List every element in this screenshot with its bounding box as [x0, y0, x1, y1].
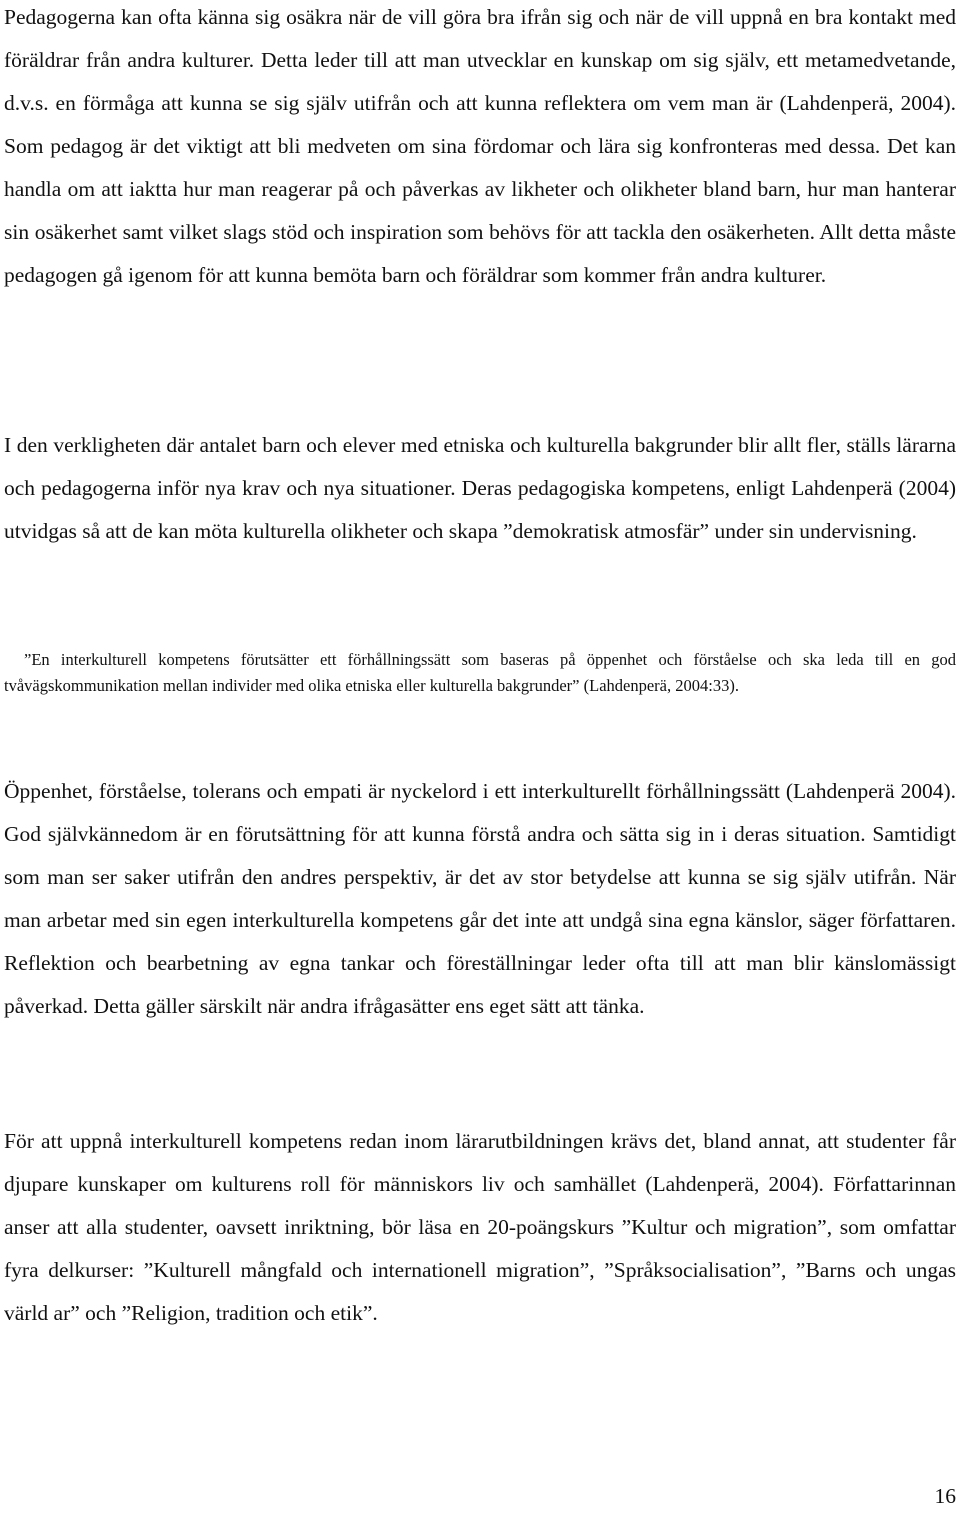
body-paragraph: I den verkligheten där antalet barn och elever med etniska och kulturella bakgrunder blir allt fler, ställs lärarna och pedagogerna inför nya krav och nya situationer. Deras pedagogiska kompetens, enligt Lahdenperä (2004) utvidgas så att de kan möta kulturella olikheter och skapa ”demokratisk atmosfär” under sin undervisning. — [4, 433, 956, 543]
body-paragraph: Öppenhet, förståelse, tolerans och empati är nyckelord i ett interkulturellt förhållningssätt (Lahdenperä 2004). God självkännedom är en förutsättning för att kunna förstå andra och sätta sig in i deras situation. Samtidigt som man ser saker utifrån den andres perspektiv, är det av stor betydelse att kunna se sig själv utifrån. När man arbetar med sin egen interkulturella kompetens går det inte att undgå sina egna känslor, säger författaren. Reflektion och bearbetning av egna tankar och föreställningar leder ofta till att man blir känslomässigt påverkad. Detta gäller särskilt när andra ifrågasätter ens eget sätt att tänka. — [4, 779, 956, 1018]
body-paragraph: För att uppnå interkulturell kompetens redan inom lärarutbildningen krävs det, bland annat, att studenter får djupare kunskaper om kulturens roll för människors liv och samhället (Lahdenperä, 2004). Författarinnan anser att alla studenter, oavsett inriktning, bör läsa en 20-poängskurs ”Kultur och migration”, som omfattar fyra delkurser: ”Kulturell mångfald och internationell migration”, ”Språksocialisation”, ”Barns och ungas värld ar” och ”Religion, tradition och etik”. — [4, 1129, 956, 1325]
body-paragraph: Pedagogerna kan ofta känna sig osäkra när de vill göra bra ifrån sig och när de vill uppnå en bra kontakt med föräldrar från andra kulturer. Detta leder till att man utvecklar en kunskap om sig själv, ett metamedvetande, d.v.s. en förmåga att kunna se sig själv utifrån och att kunna reflektera om vem man är (Lahdenperä, 2004). Som pedagog är det viktigt att bli medveten om sina fördomar och lära sig konfronteras med dessa. Det kan handla om att iaktta hur man reagerar på och påverkas av likheter och olikheter bland barn, hur man hanterar sin osäkerhet samt vilket slags stöd och inspiration som behövs för att tackla den osäkerheten. Allt detta måste pedagogen gå igenom för att kunna bemöta barn och föräldrar som kommer från andra kulturer. — [4, 5, 956, 287]
page-number: 16 — [934, 1484, 956, 1508]
block-quote: ”En interkulturell kompetens förutsätter ett förhållningssätt som baseras på öppenhet och förståelse och ska leda till en god tvåvägskommunikation mellan individer med olika etniska eller kulturella bakgrunder” (Lahdenperä, 2004:33). — [4, 650, 956, 695]
